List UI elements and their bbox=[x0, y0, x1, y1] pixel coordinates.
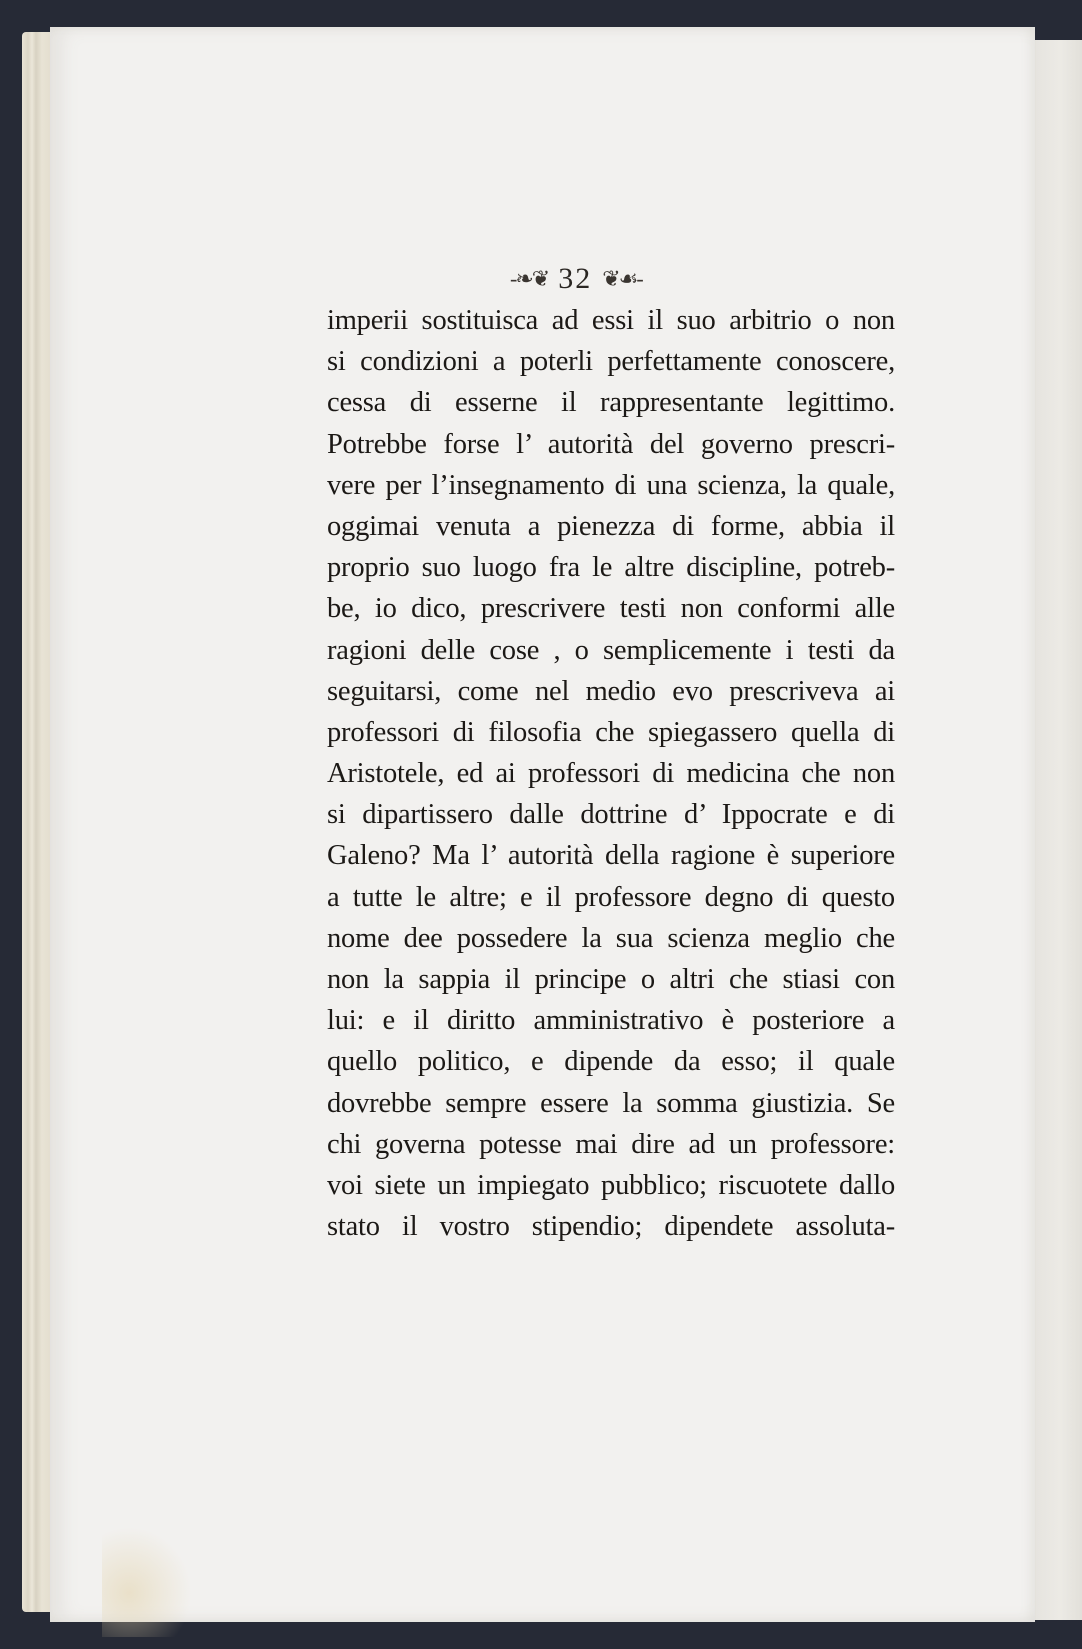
text-line: si condizioni a poterli perfettamente conoscere, bbox=[327, 346, 895, 378]
text-line: be, io dico, prescrivere testi non conformi alle bbox=[327, 593, 895, 625]
text-line: dovrebbe sempre essere la somma giustizia. Se bbox=[327, 1087, 895, 1119]
text-line: ragioni delle cose , o semplicemente i testi da bbox=[327, 634, 895, 666]
text-line: Aristotele, ed ai professori di medicina che non bbox=[327, 758, 895, 790]
text-line: nome dee possedere la sua scienza meglio che bbox=[327, 922, 895, 954]
page-number: 32 bbox=[558, 262, 593, 295]
text-line: professori di filosofia che spiegassero quella di bbox=[327, 716, 895, 748]
body-text bbox=[327, 300, 895, 1247]
text-line: stato il vostro stipendio; dipendete assoluta- bbox=[327, 1211, 895, 1243]
text-line: si dipartissero dalle dottrine d’ Ippocrate e di bbox=[327, 799, 895, 831]
ornament-left-icon: -❧❦ bbox=[510, 266, 549, 291]
text-line: Potrebbe forse l’ autorità del governo prescri- bbox=[327, 428, 895, 460]
text-line: lui: e il diritto amministrativo è posteriore a bbox=[327, 1005, 895, 1037]
text-line: cessa di esserne il rappresentante legittimo. bbox=[327, 387, 895, 419]
text-line: vere per l’insegnamento di una scienza, la quale, bbox=[327, 469, 895, 501]
text-line: non la sappia il principe o altri che stiasi con bbox=[327, 964, 895, 995]
paper-stain bbox=[102, 1527, 192, 1637]
text-line: quello politico, e dipende da esso; il quale bbox=[327, 1046, 895, 1078]
text-line: imperii sostituisca ad essi il suo arbitrio o non bbox=[327, 305, 895, 336]
page-header bbox=[510, 254, 710, 304]
text-line: chi governa potesse mai dire ad un professore: bbox=[327, 1128, 895, 1160]
text-line: seguitarsi, come nel medio evo prescriveva ai bbox=[327, 675, 895, 707]
adjacent-page-edge bbox=[1030, 40, 1082, 1620]
text-line: Galeno? Ma l’ autorità della ragione è superiore bbox=[327, 840, 895, 872]
ornament-right-icon: ❦☙- bbox=[602, 266, 642, 291]
text-line: voi siete un impiegato pubblico; riscuotete dallo bbox=[327, 1169, 895, 1201]
text-line: a tutte le altre; e il professore degno di questo bbox=[327, 881, 895, 913]
text-line: oggimai venuta a pienezza di forme, abbia il bbox=[327, 510, 895, 542]
text-line: proprio suo luogo fra le altre discipline, potreb- bbox=[327, 552, 895, 584]
